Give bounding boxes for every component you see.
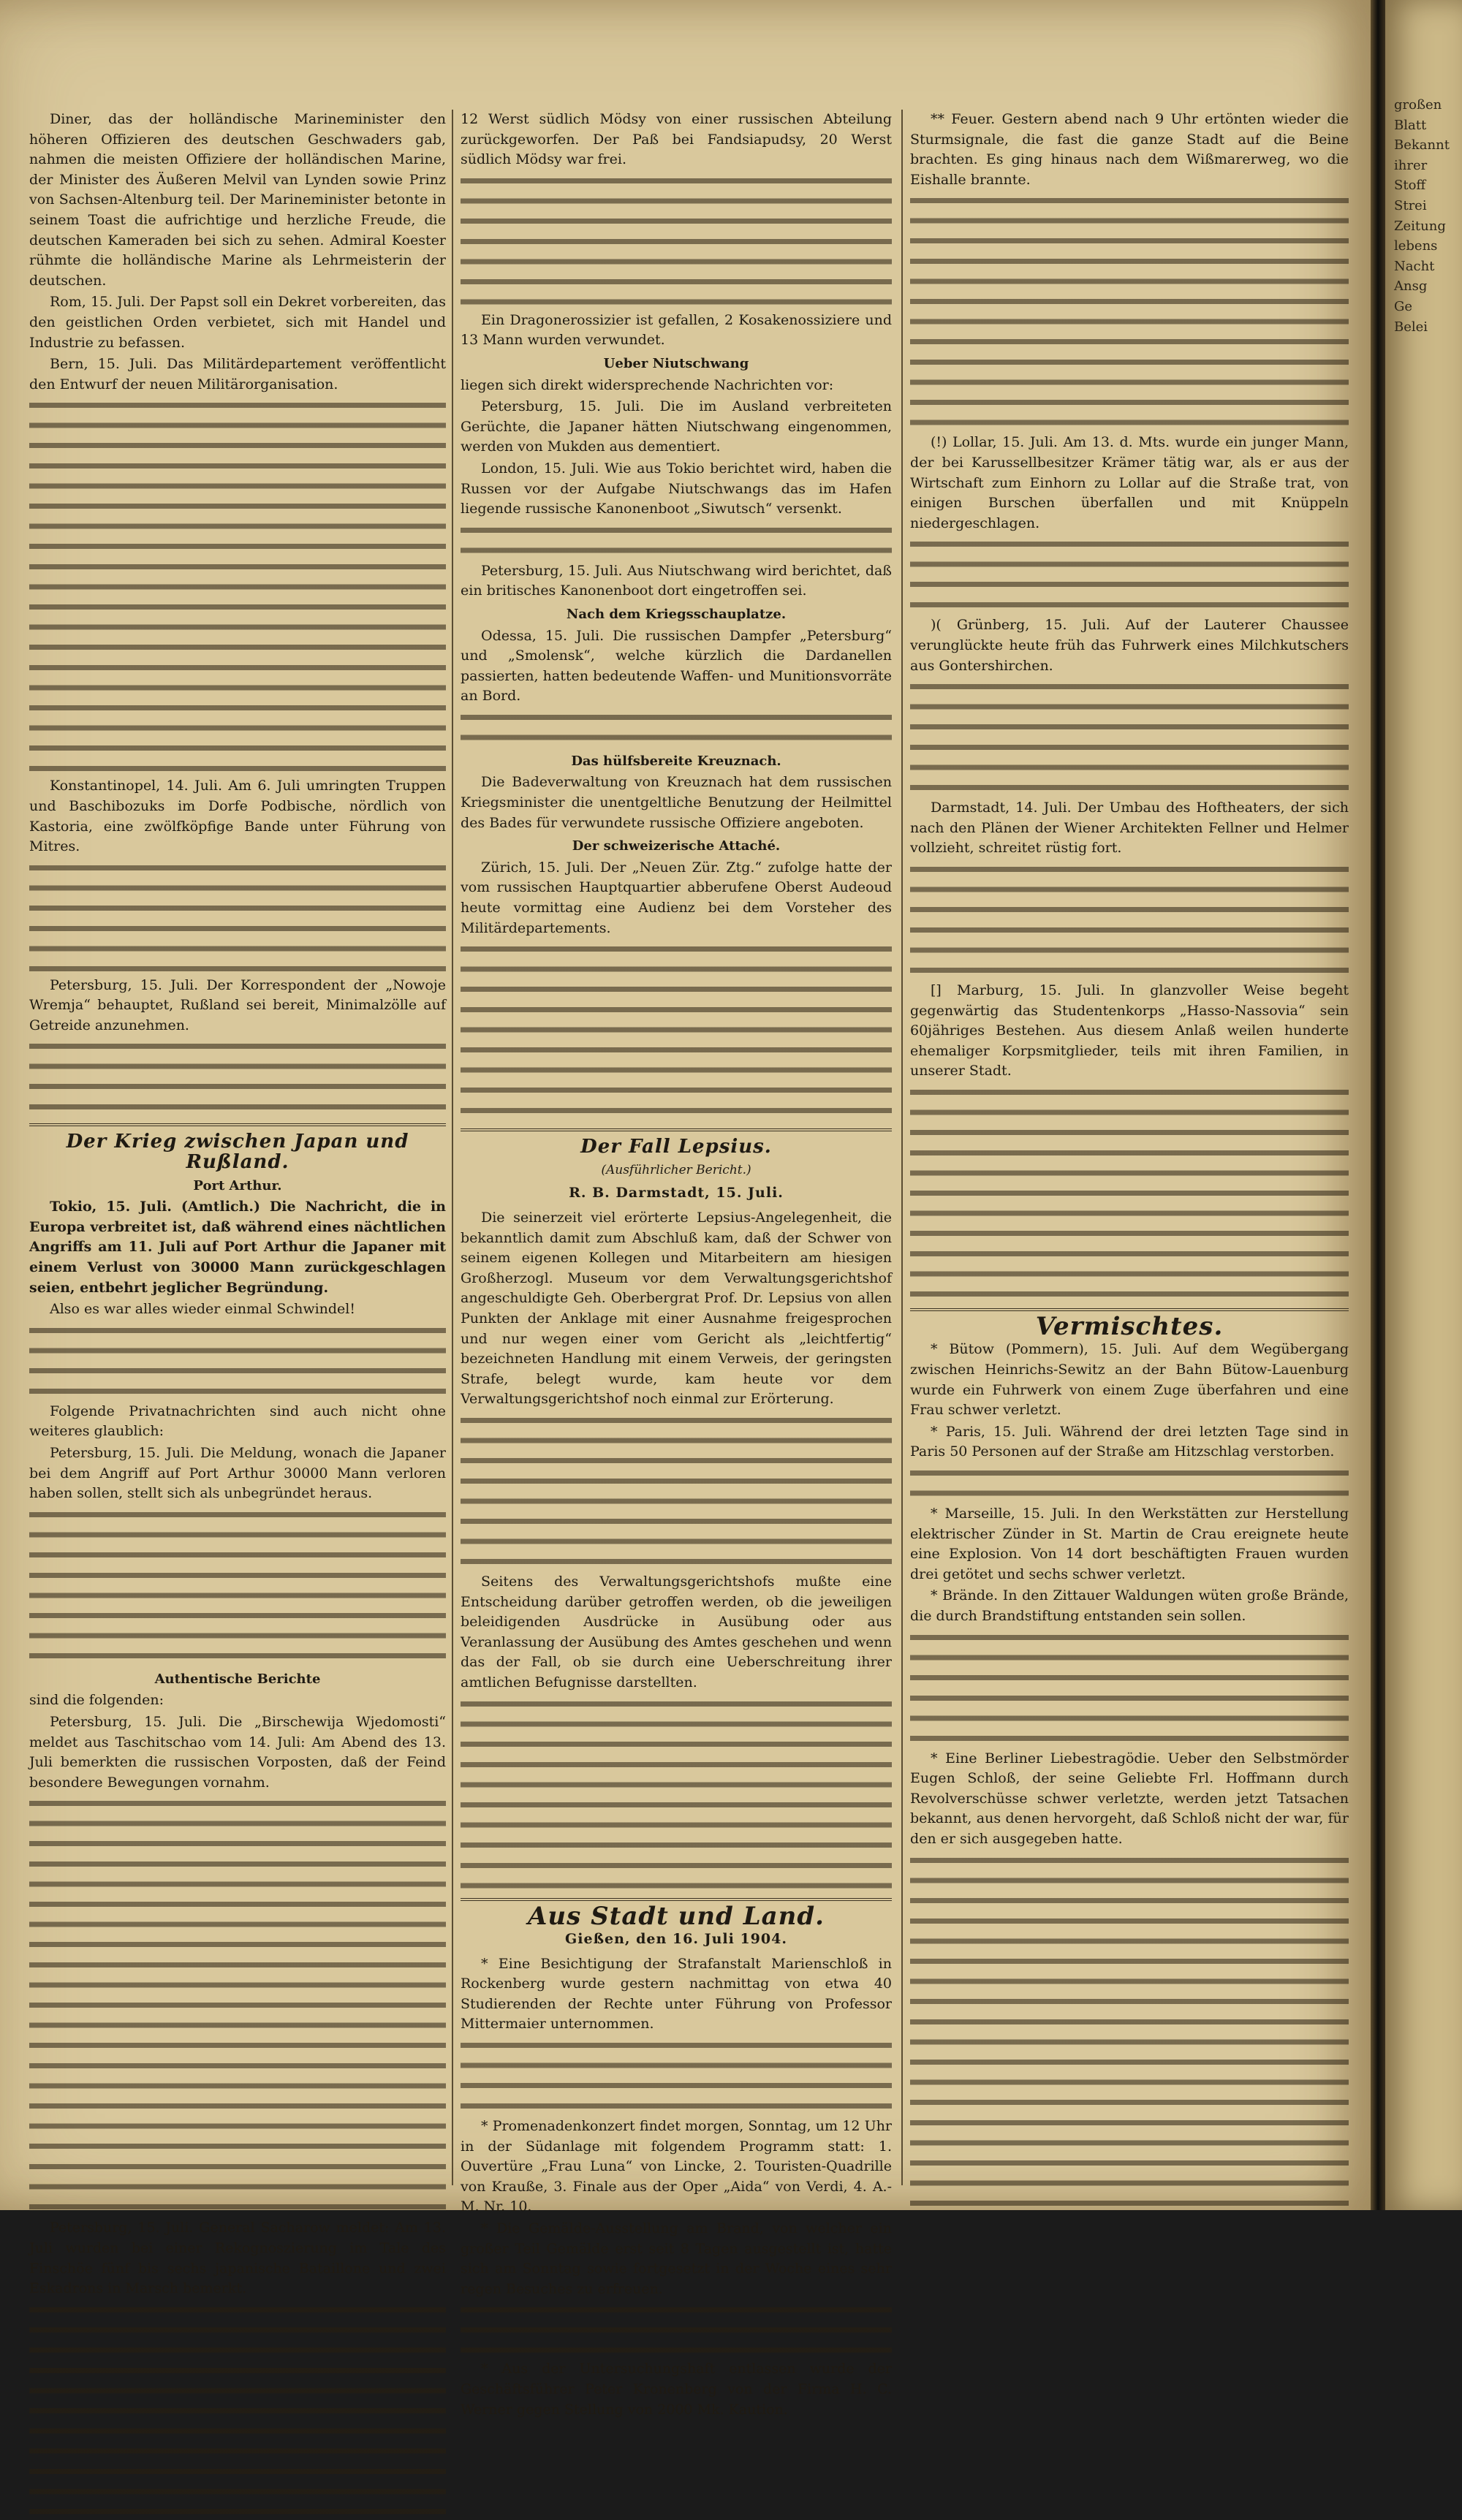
section-heading: Der Krieg zwischen Japan und Rußland. [66, 1131, 409, 1174]
fragment: ihrer [1394, 157, 1428, 173]
article-paragraph: Zürich, 15. Juli. Der „Neuen Zür. Ztg.“ zufolge hatte der vom russischen Hauptquartier abberufene Oberst Audeoud heute vormittag eine Audienz bei dem Vorsteher des Militärdepartements. [461, 859, 892, 936]
text-block [910, 678, 1349, 798]
fragment: lebens [1394, 238, 1438, 254]
text-block [29, 396, 446, 776]
article-paragraph: [] Marburg, 15. Juli. In glanzvoller Weise begeht gegenwärtig das Studentenkorps „Hasso-Nassovia“ sein 60jähriges Bestehen. Aus diesem Anlaß weilen hunderte ehemaliger Korpsmitglieder, teils mit ihren Familien, in unserer Stadt. [910, 982, 1349, 1079]
text-block [910, 1851, 1349, 2217]
article-paragraph: Die Badeverwaltung von Kreuznach hat dem russischen Kriegsminister die unentgeltliche Benutzung der Heilmittel des Bades für verwundete russische Offiziere angeboten. [461, 774, 892, 831]
article-paragraph: Petersburg, 15. Juli. Die „Birschewija Wjedomosti“ meldet aus Taschitschao vom 14. Juli: Am Abend des 13. Juli bemerkten die russischen Vorposten, daß der Feind besondere Bewegungen vornahm. [29, 1713, 446, 1791]
text-block [910, 1464, 1349, 1504]
fragment: Nacht [1394, 258, 1435, 274]
adjacent-page-edge [1385, 0, 1462, 2210]
fragment: Ansg [1394, 278, 1428, 295]
article-paragraph: Petersburg, 15. Juli. Der Korrespondent der „Nowoje Wremja“ behauptet, Rußland sei bereit, Minimalzölle auf Getreide anzunehmen. [29, 976, 446, 1033]
text-block [461, 2301, 892, 2359]
article-paragraph: * Marseille, 15. Juli. In den Werkstätten zur Herstellung elektrischer Zünder in St. Martin de Crau ereignete heute eine Explosion. Von 14 dort beschäftigten Frauen wurden drei getötet und sechs schwer verletzt. [910, 1506, 1349, 1582]
column-3 [910, 110, 1349, 2185]
column-rule [452, 110, 453, 2185]
text-block [29, 859, 446, 976]
section-subheading: Der schweizerische Attaché. [572, 838, 781, 854]
adjacent-page-text [1394, 95, 1460, 337]
article-paragraph: Konstantinopel, 14. Juli. Am 6. Juli umringten Truppen und Baschibozuks im Dorfe Podbische, nördlich von Kastoria, eine zwölfköpfige Bande unter Führung von Mitres. [29, 778, 446, 855]
article-paragraph: * Paris, 15. Juli. Während der drei letzten Tage sind in Paris 50 Personen auf der Straße am Hitzschlag verstorben. [910, 1423, 1349, 1460]
book-gutter [1371, 0, 1385, 2210]
section-subheading: Nach dem Kriegsschauplatze. [566, 606, 787, 622]
text-block [461, 940, 892, 1123]
text-block [461, 708, 892, 748]
article-paragraph: (!) Lollar, 15. Juli. Am 13. d. Mts. wurde ein junger Mann, der bei Karussellbesitzer Krämer tätig war, als er aus der Wirtschaft zum Einhorn zu Lollar auf die Straße trat, von einigen Burschen überfallen und mit Knüppeln niedergeschlagen. [910, 434, 1349, 531]
article-paragraph: * Aus der Untersuchungshaft entlassen wurde der Geschäftsführer Peter Kronenberg von der Firma H. C. Werner gegen Stellung von 2000 Mk. Kaution. [461, 2361, 892, 2418]
article-paragraph: Diner, das der holländische Marineminister den höheren Offizieren des deutschen Geschwaders gab, nahmen die meisten Offiziere der holländischen Marine, der Minister des Äußeren Melvil van Lynden sowie Prinz von Sachsen-Altenburg teil. Der Marineminister betonte in seinem Toast die aufrichtige und herzliche Freude, die deutschen Kameraden bei sich zu sehen. Admiral Koester rühmte die holländische Marine als Lehrmeisterin der deutschen. [29, 111, 446, 289]
article-paragraph: Petersburg, 15. Juli. General Sacharow meldet: Am 13. Juli wurden bei einer Rekognoszierung im Tale des Finschöe fünf bis sechs japanische Bataillone und zwei Eskadrons in Marsch bemerkt. [29, 2220, 446, 2297]
text-block [910, 191, 1349, 433]
article-paragraph: * Brände. In den Zittauer Waldungen wüten große Brände, die durch Brandstiftung entstanden sein sollen. [910, 1587, 1349, 1624]
column-rule [901, 110, 903, 2185]
text-block [29, 1037, 446, 1117]
fragment: Ge [1394, 298, 1413, 314]
article-paragraph: * Die Gemälde-Ausstellung am Brand, von welcher ein großer Teil Gemälde erst seit 8 Tagen ausgestellt ist, hatte sich am Sonntag sowie fortgesetzt in der Woche eines sehr regen Besuches zu erfreuen. [461, 2220, 892, 2297]
text-block [461, 1695, 892, 1892]
article-paragraph: Tokio, 15. Juli. (Amtlich.) Die Nachricht, die in Europa verbreitet ist, daß während eines nächtlichen Angriffs am 11. Juli auf Port Arthur die Japaner mit einem Verlust von 30000 Mann zurückgeschlagen seien, entbehrt jeglicher Begründung. [29, 1199, 446, 1296]
article-paragraph: ** Feuer. Gestern abend nach 9 Uhr ertönten wieder die Sturmsignale, die fast die ganze Stadt auf die Beine brachten. Es ging hinaus nach dem Wißmarerweg, wo die Eishalle brannte. [910, 111, 1349, 188]
article-paragraph: * Eine Berliner Liebestragödie. Ueber den Selbstmörder Eugen Schloß, der seine Geliebte Frl. Hoffmann durch Revolverschüsse schwer verletzte, werden jetzt Tatsachen bekannt, aus denen hervorgeht, daß Schloß nicht der war, für den er sich ausgegeben hatte. [910, 1750, 1349, 1847]
article-paragraph: Folgende Privatnachrichten sind auch nicht ohne weiteres glaublich: [29, 1403, 446, 1440]
article-paragraph: Petersburg, 15. Juli. Die Meldung, wonach die Japaner bei dem Angriff auf Port Arthur 30000 Mann verloren haben sollen, stellt sich als unbegründet heraus. [29, 1445, 446, 1502]
column-2 [461, 110, 892, 2418]
article-paragraph: Rom, 15. Juli. Der Papst soll ein Dekret vorbereiten, das den geistlichen Orden verbietet, sich mit Handel und Industrie zu befassen. [29, 294, 446, 351]
section-divider [29, 1123, 446, 1126]
text-block [910, 1083, 1349, 1302]
text-block [910, 1628, 1349, 1749]
section-subheading: Authentische Berichte [154, 1671, 321, 1687]
fragment: Strei [1394, 197, 1427, 213]
section-heading: Vermischtes. [1035, 1311, 1224, 1341]
article-paragraph: London, 15. Juli. Wie aus Tokio berichtet wird, haben die Russen vor der Aufgabe Niutschwangs das im Hafen liegende russische Kanonenboot „Siwutsch“ versenkt. [461, 460, 892, 517]
article-paragraph: liegen sich direkt widersprechende Nachrichten vor: [461, 376, 834, 393]
article-paragraph: * Promenadenkonzert findet morgen, Sonntag, um 12 Uhr in der Südanlage mit folgendem Programm statt: 1. Ouvertüre „Frau Luna“ von Lincke, 2. Touristen-Quadrille von Krauße, 3. Finale aus der Oper „Aida“ von Verdi, 4. A.-M. Nr. 10. [461, 2118, 892, 2215]
section-divider [910, 1308, 1349, 1311]
article-paragraph: Also es war alles wieder einmal Schwindel! [50, 1301, 356, 1318]
article-paragraph: * Eine Besichtigung der Strafanstalt Marienschloß in Rockenberg wurde gestern nachmittag von etwa 40 Studierenden der Rechte unter Führung von Professor Mittermaier unternommen. [461, 1955, 892, 2033]
article-paragraph: Petersburg, 15. Juli. Die im Ausland verbreiteten Gerüchte, die Japaner hätten Niutschwang eingenommen, werden von Mukden aus dementiert. [461, 398, 892, 455]
text-block [461, 172, 892, 311]
section-heading: Aus Stadt und Land. [528, 1901, 825, 1931]
text-block [29, 1794, 446, 2218]
article-paragraph: Seitens des Verwaltungsgerichtshofs mußte eine Entscheidung darüber getroffen werden, ob die jeweiligen beleidigenden Ausdrücke in Ausübung oder aus Veranlassung der Ausübung des Amtes geschehen und wenn das der Fall, ob sie durch eine Ueberschreitung ihrer amtlichen Befugnisse darstellten. [461, 1573, 892, 1690]
fragment: Stoff [1394, 178, 1426, 194]
fragment: Belei [1394, 319, 1428, 335]
section-subheading: Port Arthur. [193, 1177, 282, 1193]
article-paragraph: )( Grünberg, 15. Juli. Auf der Lauterer Chaussee verunglückte heute früh das Fuhrwerk eines Milchkutschers aus Gontershirchen. [910, 617, 1349, 674]
text-block [29, 1506, 446, 1666]
text-block [29, 1321, 446, 1402]
text-block [461, 521, 892, 561]
dateline: R. B. Darmstadt, 15. Juli. [569, 1185, 784, 1202]
article-paragraph: sind die folgenden: [29, 1692, 164, 1709]
text-block [29, 2301, 446, 2520]
article-paragraph: Darmstadt, 14. Juli. Der Umbau des Hoftheaters, der sich nach den Plänen der Wiener Architekten Fellner und Helmer vollzieht, schreitet rüstig fort. [910, 800, 1349, 857]
text-block [461, 1411, 892, 1572]
section-heading: Der Fall Lepsius. [580, 1136, 772, 1158]
section-subheading: Ueber Niutschwang [603, 355, 749, 371]
text-block [461, 2036, 892, 2117]
article-paragraph: Odessa, 15. Juli. Die russischen Dampfer „Petersburg“ und „Smolensk“, welche kürzlich die Dardanellen passierten, hatten bedeutende Waffen- und Munitionsvorräte an Bord. [461, 627, 892, 705]
article-paragraph: 12 Werst südlich Mödsy von einer russischen Abteilung zurückgeworfen. Der Paß bei Fandsiapudsy, 20 Werst südlich Mödsy war frei. [461, 111, 892, 168]
text-block [910, 860, 1349, 981]
article-paragraph: Petersburg, 15. Juli. Aus Niutschwang wird berichtet, daß ein britisches Kanonenboot dort eingetroffen sei. [461, 562, 892, 599]
section-divider [461, 1898, 892, 1901]
fragment: Zeitung [1394, 218, 1446, 234]
section-subtitle: (Ausführlicher Bericht.) [601, 1162, 751, 1177]
article-paragraph: Ein Dragonerossizier ist gefallen, 2 Kosakenossiziere und 13 Mann wurden verwundet. [461, 311, 892, 349]
fragment: Bekannt [1394, 137, 1450, 153]
article-paragraph: * Bütow (Pommern), 15. Juli. Auf dem Wegübergang zwischen Heinrichs-Sewitz an der Bahn Bütow-Lauenburg wurde ein Fuhrwerk von einem Zuge überfahren und eine Frau schwer verletzt. [910, 1341, 1349, 1419]
fragment: großen [1394, 97, 1442, 113]
section-divider [461, 1128, 892, 1131]
section-subheading: Das hülfsbereite Kreuznach. [571, 753, 781, 769]
text-block [910, 535, 1349, 615]
article-paragraph: Bern, 15. Juli. Das Militärdepartement veröffentlicht den Entwurf der neuen Militärorganisation. [29, 356, 446, 392]
fragment: Blatt [1394, 117, 1427, 133]
column-1 [29, 110, 446, 2297]
dateline: Gießen, den 16. Juli 1904. [565, 1931, 787, 1948]
article-paragraph: Die seinerzeit viel erörterte Lepsius-Angelegenheit, die bekanntlich damit zum Abschluß kam, daß der Schwer von seinem eigenen Kollegen und Mitarbeitern am hiesigen Großherzogl. Museum vor dem Verwaltungsgerichtshof angeschuldigte Geh. Oberbergrat Prof. Dr. Lepsius von allen Punkten der Anklage mit einer Ausnahme freigesprochen und nur wegen einer vom Gericht als „leichtfertig“ bezeichneten Handlung mit einem Verweis, der geringsten Strafe, belegt wurde, kam heute vor dem Verwaltungsgerichtshof noch einmal zur Erörterung. [461, 1210, 892, 1408]
